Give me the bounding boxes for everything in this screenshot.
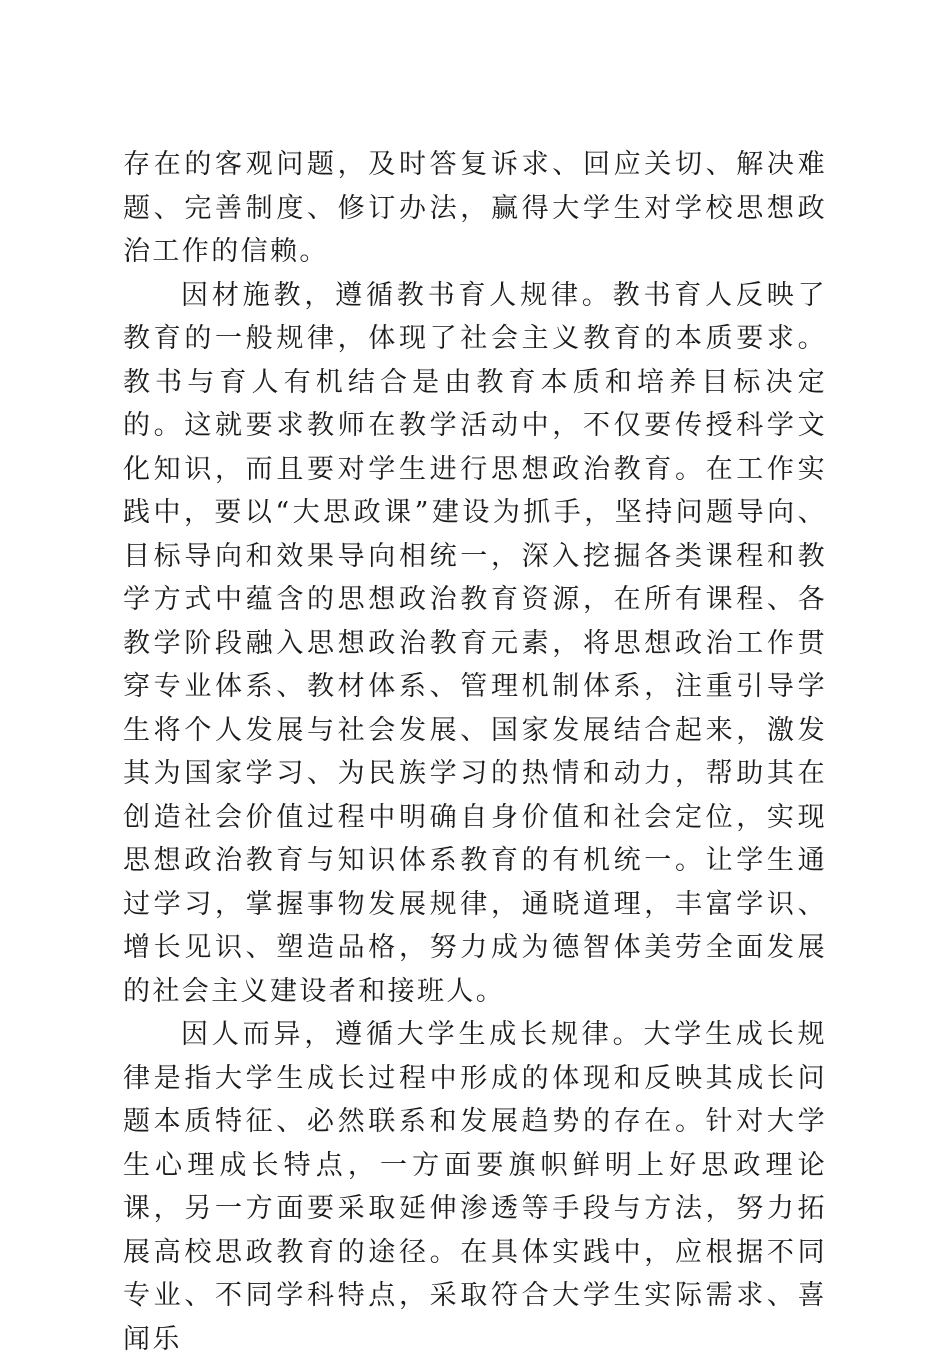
paragraph-growth-rule: 因人而异，遵循大学生成长规律。大学生成长规律是指大学生成长过程中形成的体现和反映其成长问题本质特征、必然联系和发展趋势的存在。针对大学生心理成长特点，一方面要旗帜鲜明上好思政理论课，另一方面要采取延伸渗透等手段与方法，努力拓展高校思政教育的途径。在具体实践中，应根据不同专业、不同学科特点，采取符合大学生实际需求、喜闻乐 [123,1019,827,1355]
document-body [123,143,827,1361]
paragraph-continuation: 存在的客观问题，及时答复诉求、回应关切、解决难题、完善制度、修订办法，赢得大学生对学校思想政治工作的信赖。 [123,149,827,267]
paragraph-teaching-rule: 因材施教，遵循教书育人规律。教书育人反映了教育的一般规律，体现了社会主义教育的本质要求。教书与育人有机结合是由教育本质和培养目标决定的。这就要求教师在教学活动中，不仅要传授科学文化知识，而且要对学生进行思想政治教育。在工作实践中，要以“大思政课”建设为抓手，坚持问题导向、目标导向和效果导向相统一，深入挖掘各类课程和教学方式中蕴含的思想政治教育资源，在所有课程、各教学阶段融入思想政治教育元素，将思想政治工作贯穿专业体系、教材体系、管理机制体系，注重引导学生将个人发展与社会发展、国家发展结合起来，激发其为国家学习、为民族学习的热情和动力，帮助其在创造社会价值过程中明确自身价值和社会定位，实现思想政治教育与知识体系教育的有机统一。让学生通过学习，掌握事物发展规律，通晓道理，丰富学识、增长见识、塑造品格，努力成为德智体美劳全面发展的社会主义建设者和接班人。 [123,279,827,1007]
